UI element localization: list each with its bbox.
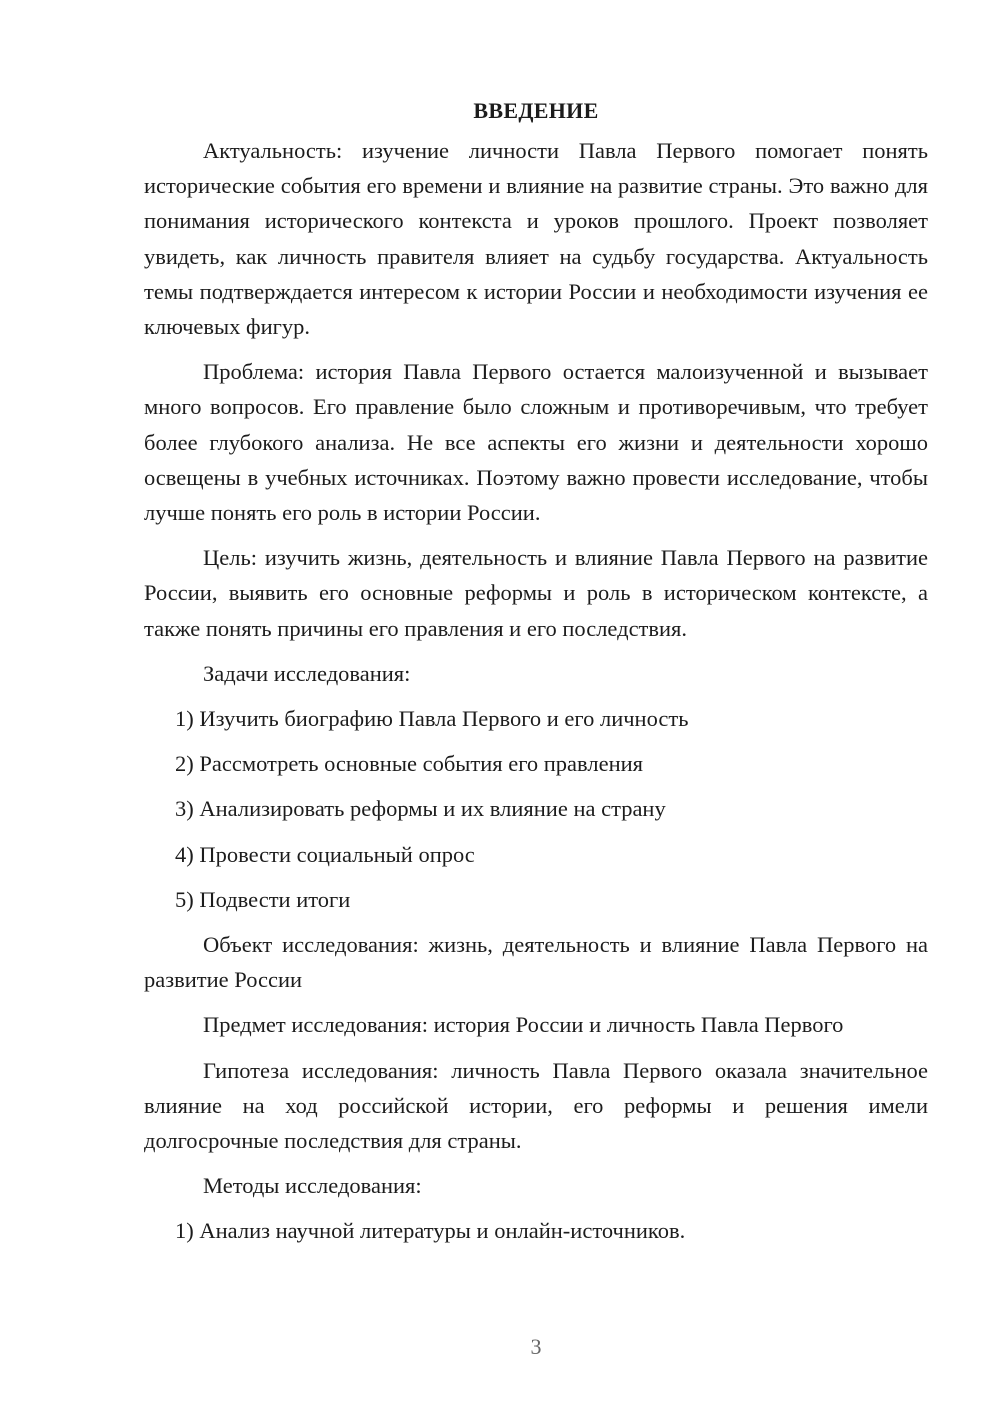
paragraph-goal: Цель: изучить жизнь, деятельность и влияние Павла Первого на развитие России, выявить его основные реформы и роль в историческом контексте, а также понять причины его правления и его последствия. — [144, 545, 928, 641]
methods-heading: Методы исследования: — [203, 1173, 422, 1199]
task-item: 2) Рассмотреть основные события его правления — [175, 751, 644, 777]
document-body — [144, 95, 928, 1249]
page-number: 3 — [530, 1334, 542, 1359]
paragraph-object: Объект исследования: жизнь, деятельность и влияние Павла Первого на развитие России — [144, 932, 928, 993]
tasks-heading: Задачи исследования: — [203, 660, 411, 686]
task-item: 3) Анализировать реформы и их влияние на страну — [175, 796, 666, 822]
paragraph-problem: Проблема: история Павла Первого остается малоизученной и вызывает много вопросов. Его правление было сложным и противоречивым, что требует более глубокого анализа. Не все аспекты его жизни и деятельности хорошо освещены в учебных источниках. Поэтому важно провести исследование, чтобы лучше понять его роль в истории России. — [144, 359, 928, 526]
task-item: 5) Подвести итоги — [175, 886, 351, 912]
paragraph-subject: Предмет исследования: история России и личность Павла Первого — [203, 1012, 844, 1038]
section-title: ВВЕДЕНИЕ — [473, 98, 599, 123]
task-item: 1) Изучить биографию Павла Первого и его личность — [175, 706, 689, 732]
paragraph-relevance: Актуальность: изучение личности Павла Первого помогает понять исторические события его времени и влияние на развитие страны. Это важно для понимания исторического контекста и уроков прошлого. Проект позволяет увидеть, как личность правителя влияет на судьбу государства. Актуальность темы подтверждается интересом к истории России и необходимости изучения ее ключевых фигур. — [144, 138, 928, 340]
task-item: 4) Провести социальный опрос — [175, 841, 475, 867]
method-item: 1) Анализ научной литературы и онлайн-источников. — [175, 1218, 686, 1244]
paragraph-hypothesis: Гипотеза исследования: личность Павла Первого оказала значительное влияние на ход российской истории, его реформы и решения имели долгосрочные последствия для страны. — [144, 1057, 928, 1154]
